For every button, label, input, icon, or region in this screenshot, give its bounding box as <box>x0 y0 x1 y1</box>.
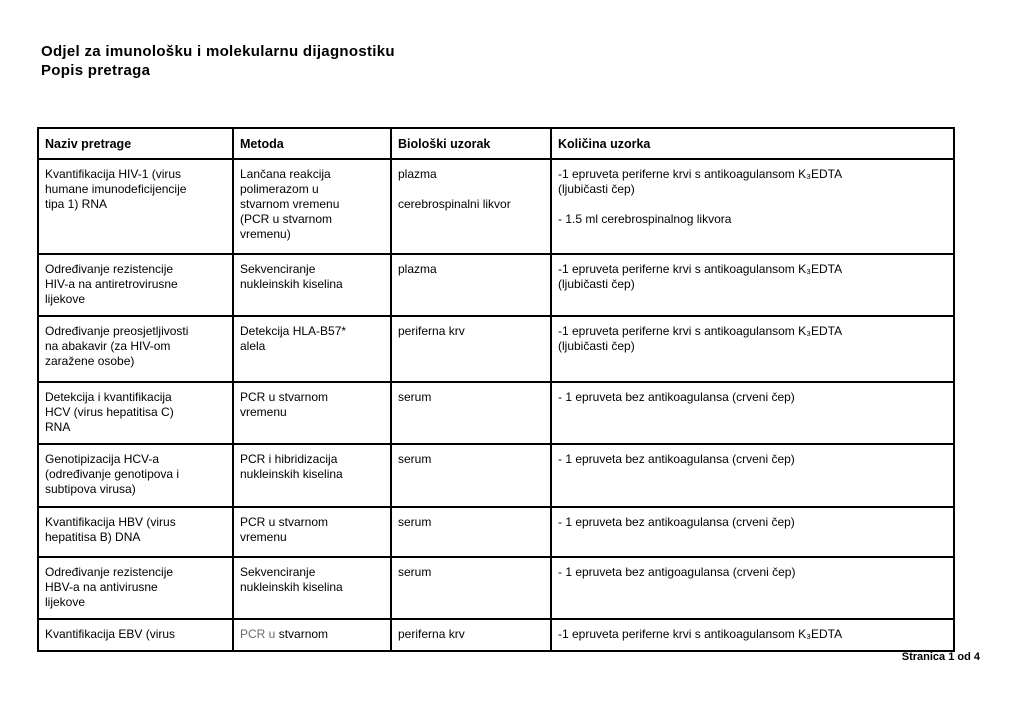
cell-kolicina <box>551 557 954 619</box>
cell-text: Detekcija HLA-B57* <box>240 324 347 338</box>
cell-text: serum <box>398 515 432 529</box>
cell-line <box>398 324 544 339</box>
cell-metoda <box>233 316 391 382</box>
cell-line <box>45 452 226 467</box>
cell-line <box>240 530 384 545</box>
cell-line <box>398 262 544 277</box>
cell-text: plazma <box>398 262 437 276</box>
cell-text: Kvantifikacija EBV (virus <box>45 627 176 641</box>
cell-uzorak <box>391 444 551 507</box>
cell-line <box>398 515 544 530</box>
cell-text: Određivanje preosjetljivosti <box>45 324 189 338</box>
cell-line <box>558 515 947 530</box>
cell-text: - 1 epruveta bez antigoagulansa (crveni čep) <box>558 565 796 579</box>
table-header-row <box>38 128 954 159</box>
cell-uzorak <box>391 316 551 382</box>
table-row <box>38 159 954 254</box>
cell-kolicina <box>551 159 954 254</box>
cell-line <box>240 167 384 182</box>
cell-line <box>45 580 226 595</box>
cell-text: Detekcija i kvantifikacija <box>45 390 172 404</box>
cell-text: lijekove <box>45 292 86 306</box>
cell-line <box>45 292 226 307</box>
cell-line <box>45 627 226 642</box>
cell-text-muted: PCR u <box>240 627 279 641</box>
cell-text: vremenu <box>240 530 287 544</box>
cell-line <box>240 262 384 277</box>
cell-kolicina <box>551 382 954 444</box>
cell-uzorak <box>391 557 551 619</box>
cell-text: (ljubičasti čep) <box>558 277 635 291</box>
cell-metoda <box>233 382 391 444</box>
cell-line <box>558 182 947 197</box>
cell-text: vremenu) <box>240 227 291 241</box>
cell-text: Lančana reakcija <box>240 167 331 181</box>
cell-text: polimerazom u <box>240 182 319 196</box>
cell-line <box>45 515 226 530</box>
table-row <box>38 254 954 316</box>
cell-naziv <box>38 159 233 254</box>
cell-text: zaražene osobe) <box>45 354 135 368</box>
header-bioloski-uzorak: Biološki uzorak <box>391 128 551 159</box>
cell-line <box>558 277 947 292</box>
cell-text: PCR u stvarnom <box>240 515 329 529</box>
cell-line <box>45 420 226 435</box>
cell-metoda <box>233 254 391 316</box>
cell-naziv <box>38 507 233 557</box>
cell-kolicina <box>551 444 954 507</box>
cell-line <box>240 565 384 580</box>
cell-line <box>45 167 226 182</box>
cell-text: PCR i hibridizacija <box>240 452 338 466</box>
cell-text: - 1 epruveta bez antikoagulansa (crveni čep) <box>558 390 795 404</box>
page-number: Stranica 1 od 4 <box>901 651 980 663</box>
cell-text: nukleinskih kiselina <box>240 467 343 481</box>
cell-text: -1 epruveta periferne krvi s antikoagulansom K₃EDTA <box>558 167 843 181</box>
cell-text: periferna krv <box>398 627 465 641</box>
cell-line <box>240 390 384 405</box>
cell-line <box>45 595 226 610</box>
cell-text: nukleinskih kiselina <box>240 580 343 594</box>
cell-line <box>45 482 226 497</box>
cell-naziv <box>38 316 233 382</box>
cell-metoda <box>233 619 391 651</box>
cell-text: Sekvenciranje <box>240 262 316 276</box>
cell-text: Sekvenciranje <box>240 565 316 579</box>
cell-line <box>398 452 544 467</box>
cell-line <box>45 324 226 339</box>
cell-line <box>240 277 384 292</box>
cell-text: stvarnom <box>278 627 329 641</box>
cell-text: serum <box>398 565 432 579</box>
cell-line <box>45 390 226 405</box>
cell-naziv <box>38 382 233 444</box>
cell-metoda <box>233 557 391 619</box>
cell-metoda <box>233 444 391 507</box>
cell-line <box>45 530 226 545</box>
cell-line <box>558 212 947 227</box>
cell-text: PCR u stvarnom <box>240 390 329 404</box>
cell-line <box>240 324 384 339</box>
cell-line <box>558 390 947 405</box>
cell-kolicina <box>551 254 954 316</box>
cell-text: cerebrospinalni likvor <box>398 197 511 211</box>
cell-naziv <box>38 619 233 651</box>
cell-uzorak <box>391 507 551 557</box>
table-row <box>38 382 954 444</box>
cell-text: hepatitisa B) DNA <box>45 530 141 544</box>
cell-line <box>558 262 947 277</box>
cell-naziv <box>38 557 233 619</box>
cell-text: serum <box>398 390 432 404</box>
cell-uzorak <box>391 382 551 444</box>
cell-text: HIV-a na antiretrovirusne <box>45 277 178 291</box>
cell-metoda <box>233 159 391 254</box>
cell-line <box>558 197 947 212</box>
cell-text: - 1 epruveta bez antikoagulansa (crveni čep) <box>558 515 795 529</box>
cell-text: stvarnom vremenu <box>240 197 340 211</box>
cell-line <box>398 565 544 580</box>
cell-line <box>240 580 384 595</box>
cell-text: - 1.5 ml cerebrospinalnog likvora <box>558 212 732 226</box>
table-row <box>38 619 954 651</box>
cell-line <box>398 390 544 405</box>
cell-text: Kvantifikacija HIV-1 (virus <box>45 167 182 181</box>
cell-text: - 1 epruveta bez antikoagulansa (crveni čep) <box>558 452 795 466</box>
cell-text: -1 epruveta periferne krvi s antikoagulansom K₃EDTA <box>558 262 843 276</box>
cell-line <box>240 197 384 212</box>
lab-tests-table <box>37 127 955 652</box>
cell-text: vremenu <box>240 405 287 419</box>
cell-line <box>240 515 384 530</box>
lab-tests-table-body <box>38 159 954 651</box>
cell-text: RNA <box>45 420 71 434</box>
cell-line <box>45 467 226 482</box>
cell-uzorak <box>391 159 551 254</box>
cell-text: subtipova virusa) <box>45 482 136 496</box>
cell-line <box>240 182 384 197</box>
cell-line <box>45 339 226 354</box>
cell-line <box>240 467 384 482</box>
cell-line <box>558 167 947 182</box>
cell-line <box>398 182 544 197</box>
document-title-line1: Odjel za imunološku i molekularnu dijagnostiku <box>41 43 395 60</box>
cell-line <box>45 182 226 197</box>
cell-metoda <box>233 507 391 557</box>
header-naziv-pretrage: Naziv pretrage <box>38 128 233 159</box>
cell-line <box>558 627 947 642</box>
cell-text: alela <box>240 339 266 353</box>
table-row <box>38 507 954 557</box>
cell-text: -1 epruveta periferne krvi s antikoagulansom K₃EDTA <box>558 324 843 338</box>
table-row <box>38 316 954 382</box>
cell-line <box>45 197 226 212</box>
table-header <box>38 128 954 159</box>
cell-uzorak <box>391 619 551 651</box>
cell-line <box>398 167 544 182</box>
cell-text: Određivanje rezistencije <box>45 565 174 579</box>
cell-text: plazma <box>398 167 437 181</box>
cell-text: (ljubičasti čep) <box>558 339 635 353</box>
cell-line <box>45 405 226 420</box>
table-row <box>38 557 954 619</box>
cell-line <box>240 227 384 242</box>
cell-text: (ljubičasti čep) <box>558 182 635 196</box>
cell-line <box>558 452 947 467</box>
cell-line <box>558 339 947 354</box>
document-title <box>41 42 395 80</box>
cell-text: nukleinskih kiselina <box>240 277 343 291</box>
cell-line <box>558 565 947 580</box>
cell-text: Određivanje rezistencije <box>45 262 174 276</box>
cell-text: Genotipizacija HCV-a <box>45 452 160 466</box>
cell-text: humane imunodeficijencije <box>45 182 187 196</box>
document-title-line2: Popis pretraga <box>41 62 151 79</box>
cell-naziv <box>38 254 233 316</box>
cell-text: HBV-a na antivirusne <box>45 580 158 594</box>
cell-text: periferna krv <box>398 324 465 338</box>
cell-text: serum <box>398 452 432 466</box>
cell-line <box>240 627 384 642</box>
cell-line <box>240 339 384 354</box>
cell-text: tipa 1) RNA <box>45 197 108 211</box>
cell-line <box>398 197 544 212</box>
cell-line <box>240 405 384 420</box>
cell-line <box>240 452 384 467</box>
cell-kolicina <box>551 619 954 651</box>
cell-line <box>45 354 226 369</box>
cell-text: na abakavir (za HIV-om <box>45 339 171 353</box>
header-metoda: Metoda <box>233 128 391 159</box>
cell-line <box>558 324 947 339</box>
cell-text: HCV (virus hepatitisa C) <box>45 405 174 419</box>
cell-text: Kvantifikacija HBV (virus <box>45 515 176 529</box>
cell-text: -1 epruveta periferne krvi s antikoagulansom K₃EDTA <box>558 627 843 641</box>
cell-text: lijekove <box>45 595 86 609</box>
cell-text: (PCR u stvarnom <box>240 212 333 226</box>
cell-line <box>240 212 384 227</box>
cell-naziv <box>38 444 233 507</box>
cell-line <box>398 627 544 642</box>
cell-kolicina <box>551 316 954 382</box>
cell-line <box>45 565 226 580</box>
cell-line <box>45 277 226 292</box>
header-kolicina-uzorka: Količina uzorka <box>551 128 954 159</box>
cell-uzorak <box>391 254 551 316</box>
table-row <box>38 444 954 507</box>
cell-line <box>45 262 226 277</box>
cell-kolicina <box>551 507 954 557</box>
cell-text: (određivanje genotipova i <box>45 467 180 481</box>
